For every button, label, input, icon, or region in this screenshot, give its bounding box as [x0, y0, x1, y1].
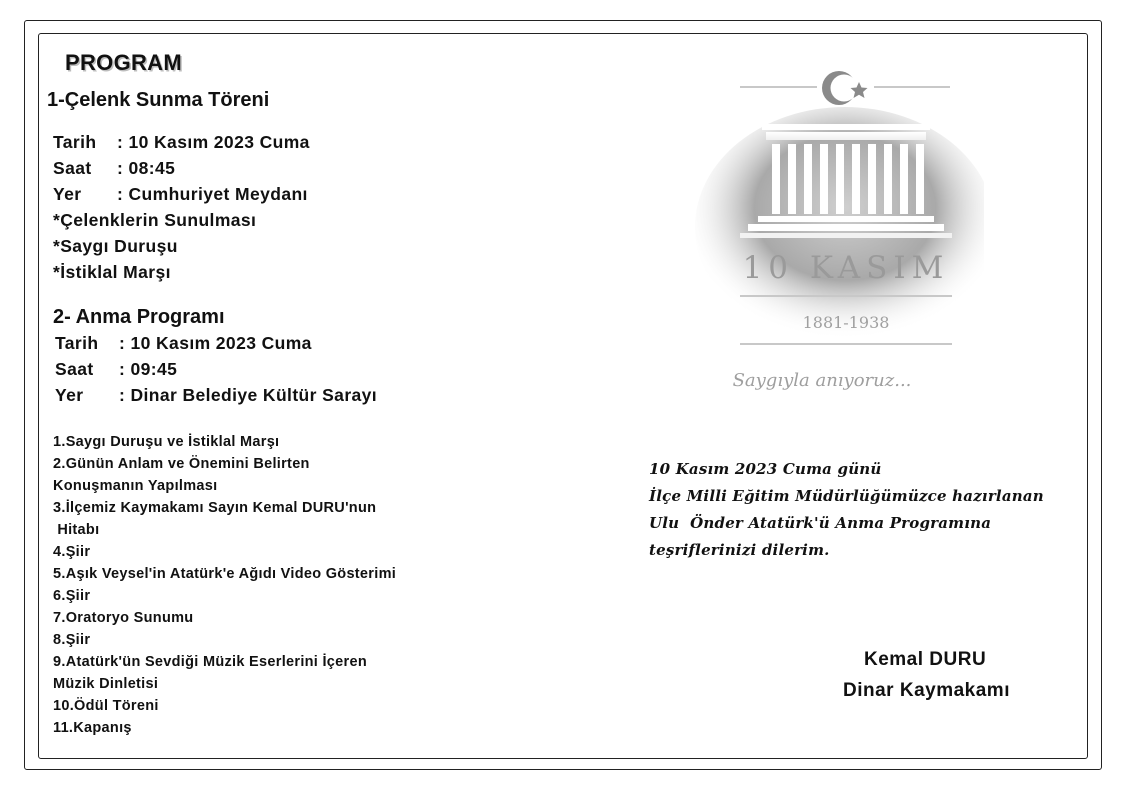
section1-date-row	[53, 132, 310, 153]
invitation-line: Ulu Önder Atatürk'ü Anma Programına	[649, 514, 992, 532]
section1-title: 1-Çelenk Sunma Töreni	[47, 89, 270, 111]
section1-step: *Saygı Duruşu	[53, 236, 178, 256]
agenda-line: 7.Oratoryo Sunumu	[53, 610, 194, 626]
section2-place-label: Yer	[55, 385, 84, 405]
section1-step: *Çelenklerin Sunulması	[53, 210, 257, 230]
emblem-motto: Saygıyla anıyoruz...	[732, 370, 912, 391]
section2-place-row	[55, 385, 377, 406]
section2-time-row	[55, 359, 177, 380]
agenda-line: 5.Aşık Veysel'in Atatürk'e Ağıdı Video Gösterimi	[53, 566, 397, 582]
section1-date-value: : 10 Kasım 2023 Cuma	[117, 132, 310, 152]
section2-date-value: : 10 Kasım 2023 Cuma	[119, 333, 312, 353]
agenda-line: Müzik Dinletisi	[53, 676, 159, 692]
section2-place-value: : Dinar Belediye Kültür Sarayı	[119, 385, 378, 405]
section2-title: 2- Anma Programı	[53, 306, 225, 328]
section1-place-row	[53, 184, 308, 205]
section2-date-row	[55, 333, 312, 354]
signature-title: Dinar Kaymakamı	[843, 680, 1010, 701]
agenda-line: 3.İlçemiz Kaymakamı Sayın Kemal DURU'nun	[53, 500, 377, 516]
agenda-line: 6.Şiir	[53, 588, 91, 604]
emblem-graphic	[612, 52, 984, 412]
agenda-line: 9.Atatürk'ün Sevdiği Müzik Eserlerini İçeren	[53, 654, 367, 670]
invitation-line: İlçe Milli Eğitim Müdürlüğümüzce hazırlanan	[649, 487, 1044, 505]
agenda-line: 10.Ödül Töreni	[53, 698, 159, 714]
agenda-line: 2.Günün Anlam ve Önemini Belirten	[53, 456, 310, 472]
agenda-line: Hitabı	[53, 522, 100, 538]
agenda-line: Konuşmanın Yapılması	[53, 478, 218, 494]
section2-time-label: Saat	[55, 359, 94, 379]
emblem-years: 1881-1938	[802, 313, 890, 332]
agenda-line: 8.Şiir	[53, 632, 91, 648]
section1-time-row	[53, 158, 175, 179]
section1-place-value: : Cumhuriyet Meydanı	[117, 184, 308, 204]
emblem-title: 10 KASIM	[742, 250, 950, 286]
invitation-line: 10 Kasım 2023 Cuma günü	[649, 460, 882, 478]
invitation-line: teşriflerinizi dilerim.	[649, 541, 830, 559]
section1-place-label: Yer	[53, 184, 82, 204]
program-heading: PROGRAM	[65, 50, 182, 75]
section1-time-value: : 08:45	[117, 158, 176, 178]
anitkabir-emblem	[612, 52, 984, 412]
signature-name: Kemal DURU	[864, 649, 987, 670]
agenda-line: 11.Kapanış	[53, 720, 132, 736]
agenda-line: 1.Saygı Duruşu ve İstiklal Marşı	[53, 434, 280, 450]
section1-time-label: Saat	[53, 158, 92, 178]
section1-date-label: Tarih	[53, 132, 97, 152]
agenda-line: 4.Şiir	[53, 544, 91, 560]
section1-step: *İstiklal Marşı	[53, 262, 171, 282]
section2-time-value: : 09:45	[119, 359, 178, 379]
crescent-star-icon	[822, 71, 868, 105]
section2-date-label: Tarih	[55, 333, 99, 353]
